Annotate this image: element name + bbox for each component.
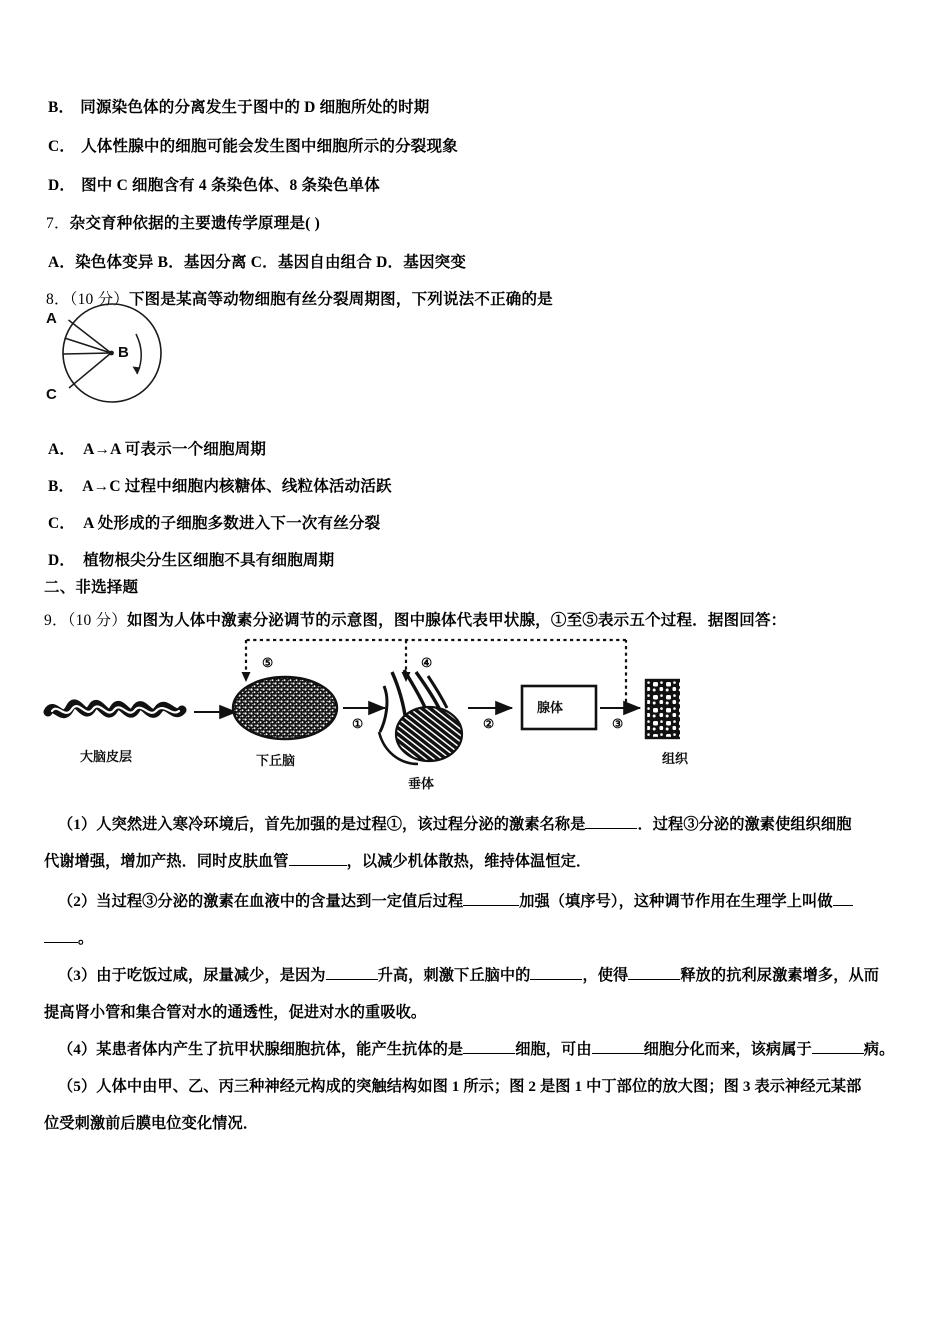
q9-blank-4-3[interactable] (812, 1053, 864, 1054)
q9-sub-2-text-b: 加强（填序号），这种调节作用在生理学上叫做 (519, 893, 833, 910)
q9-blank-2-2b[interactable] (44, 942, 78, 943)
process-number-5: ⑤ (262, 656, 274, 670)
label-gland: 腺体 (537, 700, 564, 715)
q9-sub-5-line-2 (44, 1107, 258, 1141)
q8-option-a-letter: A． (48, 441, 76, 458)
q9-blank-4-2[interactable] (592, 1053, 644, 1054)
q9-sub-4-line-1 (58, 1033, 894, 1067)
section-2-heading: 二、非选择题 (44, 579, 139, 596)
q6-option-b-text: 同源染色体的分离发生于图中的 D 细胞所处的时期 (80, 99, 430, 116)
cell-cycle-center-point (109, 351, 114, 356)
q6-option-c (48, 137, 458, 156)
label-pituitary: 垂体 (408, 776, 435, 791)
cerebral-cortex-icon (48, 704, 182, 714)
q6-option-d-text: 图中 C 细胞含有 4 条染色体、8 条染色单体 (81, 177, 380, 194)
q9-sub-2-label: （2） (58, 893, 97, 910)
q9-sub-2-line-2 (44, 922, 93, 956)
q9-sub-2-line-1 (58, 885, 853, 919)
q9-sub-3-text-c: ，使得 (582, 967, 629, 984)
q9-sub-1-text-c: 代谢增强，增加产热．同时皮肤血管 (44, 853, 289, 870)
q9-sub-3-line-2 (44, 996, 426, 1030)
q9-sub-3-text-d: 释放的抗利尿激素增多，从而 (680, 967, 880, 984)
q9-sub-5-text-a: 人体中由甲、乙、丙三种神经元构成的突触结构如图 1 所示；图 2 是图 1 中丁部位的放大图；图 3 表示神经元某部 (96, 1078, 862, 1095)
q9-blank-1-1[interactable] (585, 828, 637, 829)
q9-score: （10 分） (67, 612, 127, 629)
q8-option-a-text: A→A 可表示一个细胞周期 (83, 441, 267, 458)
q9-blank-3-2[interactable] (530, 979, 582, 980)
label-hypothalamus: 下丘脑 (256, 753, 296, 768)
q9-blank-3-3[interactable] (628, 979, 680, 980)
q8-option-c-letter: C． (48, 515, 76, 532)
q9-number: 9． (44, 612, 68, 629)
label-cerebral-cortex: 大脑皮层 (80, 749, 133, 764)
q9-sub-1-line-1 (58, 808, 852, 842)
q9-sub-4-text-a: 某患者体内产生了抗甲状腺细胞抗体，能产生抗体的是 (96, 1041, 464, 1058)
q9-blank-1-2[interactable] (289, 865, 347, 866)
q9-sub-2-text-a: 当过程③分泌的激素在血液中的含量达到一定值后过程 (96, 893, 464, 910)
hormone-regulation-svg (40, 628, 680, 798)
q9-sub-1-text-b: ．过程③分泌的激素使组织细胞 (637, 816, 852, 833)
q9-blank-2-2a[interactable] (833, 905, 853, 906)
q9-sub-5-label: （5） (58, 1078, 97, 1095)
cell-cycle-label-c: C (46, 386, 57, 403)
q9-blank-2-1[interactable] (463, 905, 519, 906)
q7-stem (46, 214, 320, 233)
q9-blank-3-1[interactable] (326, 979, 378, 980)
q6-option-b-letter: B． (48, 99, 75, 116)
hormone-regulation-figure (40, 628, 689, 798)
hypothalamus-icon (233, 677, 337, 739)
q6-option-d-letter: D． (48, 177, 76, 194)
q9-sub-3-text-e: 提高肾小管和集合管对水的通透性，促进对水的重吸收。 (44, 1004, 427, 1021)
q8-option-d-text: 植物根尖分生区细胞不具有细胞周期 (83, 552, 335, 569)
q9-sub-5-text-b: 位受刺激前后膜电位变化情况． (44, 1115, 259, 1132)
q9-sub-4-text-c: 细胞分化而来，该病属于 (643, 1041, 812, 1058)
q8-stem-text: 下图是某高等动物细胞有丝分裂周期图，下列说法不正确的是 (128, 291, 553, 308)
q9-sub-5-line-1 (58, 1070, 861, 1104)
q9-sub-3-line-1 (58, 959, 879, 993)
q9-sub-1-line-2 (44, 845, 591, 879)
q7-options-text: A．染色体变异 B．基因分离 C．基因自由组合 D．基因突变 (48, 254, 467, 271)
q8-option-c-text: A 处形成的子细胞多数进入下一次有丝分裂 (83, 515, 381, 532)
process-number-1: ① (352, 717, 364, 731)
feedback-arrowhead-5-icon (242, 672, 251, 682)
q6-option-d (48, 176, 380, 195)
q9-sub-1-text-a: 人突然进入寒冷环境后，首先加强的是过程①，该过程分泌的激素名称是 (96, 816, 586, 833)
q8-option-b (48, 477, 392, 496)
pituitary-icon (379, 670, 462, 764)
q8-option-a (48, 440, 266, 459)
q8-option-c (48, 514, 380, 533)
q8-option-d-letter: D． (48, 552, 76, 569)
q8-option-b-letter: B． (48, 478, 75, 495)
q9-blank-4-1[interactable] (463, 1053, 515, 1054)
q8-score: （10 分） (69, 291, 129, 308)
q6-option-c-text: 人体性腺中的细胞可能会发生图中细胞所示的分裂现象 (81, 138, 458, 155)
q9-sub-1-text-d: ，以减少机体散热，维持体温恒定． (346, 853, 592, 870)
q7-options (48, 253, 466, 272)
process-number-3: ③ (612, 717, 624, 731)
q8-number: 8． (46, 291, 70, 308)
q9-sub-1-label: （1） (58, 816, 97, 833)
cell-cycle-label-b: B (118, 344, 129, 361)
q9-sub-2-text-c: 。 (78, 930, 94, 947)
process-number-4: ④ (421, 656, 433, 670)
cell-cycle-label-a: A (46, 310, 57, 327)
label-tissue: 组织 (662, 751, 689, 766)
q8-option-d (48, 551, 334, 570)
q9-sub-4-text-d: 病。 (863, 1041, 895, 1058)
q8-option-b-text: A→C 过程中细胞内核糖体、线粒体活动活跃 (82, 478, 392, 495)
q7-number: 7． (46, 215, 70, 232)
tissue-icon (646, 680, 680, 738)
q9-sub-3-text-a: 由于吃饭过咸，尿量减少，是因为 (96, 967, 326, 984)
q6-option-b (48, 98, 430, 117)
q9-sub-3-label: （3） (58, 967, 97, 984)
q9-sub-4-text-b: 细胞，可由 (515, 1041, 592, 1058)
q9-sub-3-text-b: 升高，刺激下丘脑中的 (377, 967, 531, 984)
q7-stem-text: 杂交育种依据的主要遗传学原理是( ) (69, 215, 320, 232)
q6-option-c-letter: C． (48, 138, 76, 155)
q9-stem-text: 如图为人体中激素分泌调节的示意图，图中腺体代表甲状腺，①至⑤表示五个过程．据图回答： (126, 612, 787, 629)
q9-sub-4-label: （4） (58, 1041, 97, 1058)
cell-cycle-figure (40, 300, 210, 415)
process-number-2: ② (483, 717, 495, 731)
